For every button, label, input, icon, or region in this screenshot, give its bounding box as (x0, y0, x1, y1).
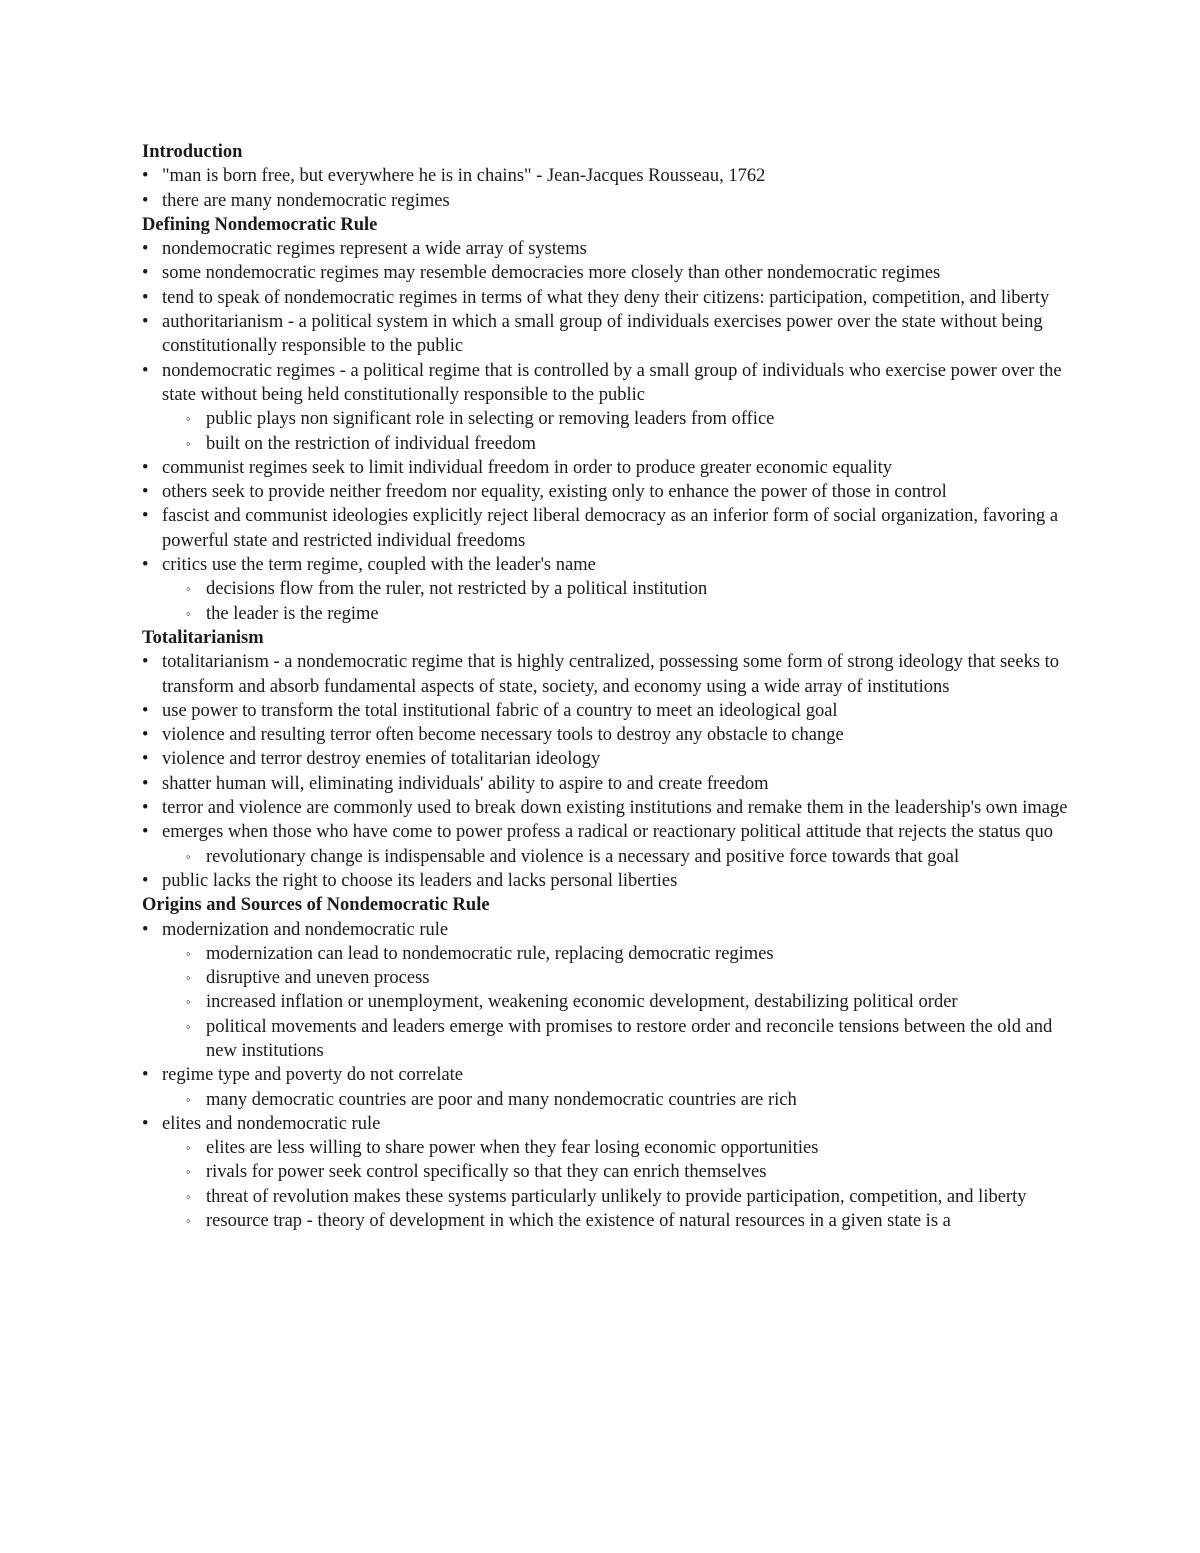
sub-list-item (142, 1015, 1072, 1064)
sub-list-item (142, 1160, 1072, 1184)
hollow-bullet-icon: ◦ (186, 1188, 191, 1204)
list-item (142, 189, 1072, 213)
list-item-text: disruptive and uneven process (206, 968, 430, 989)
section-heading: Introduction (142, 142, 243, 162)
list-item-text: modernization can lead to nondemocratic rule, replacing democratic regimes (206, 943, 774, 964)
bullet-icon: • (142, 773, 149, 794)
list-item (142, 480, 1072, 504)
list-item-text: violence and terror destroy enemies of totalitarian ideology (162, 749, 601, 770)
bullet-icon: • (142, 190, 149, 211)
list-item (142, 650, 1072, 699)
sub-list-item (142, 1136, 1072, 1160)
bullet-icon: • (142, 700, 149, 721)
list-item (142, 164, 1072, 188)
list-item (142, 359, 1072, 408)
bullet-icon: • (142, 360, 149, 381)
list-item-text: many democratic countries are poor and many nondemocratic countries are rich (206, 1089, 797, 1110)
list-item (142, 796, 1072, 820)
bullet-icon: • (142, 506, 149, 527)
list-item-text: tend to speak of nondemocratic regimes in terms of what they deny their citizens: participation, competition, and liberty (162, 287, 1050, 308)
bullet-icon: • (142, 1065, 149, 1086)
bullet-list (142, 237, 1072, 626)
bullet-icon: • (142, 725, 149, 746)
list-item-text: resource trap - theory of development in which the existence of natural resources in a given state is a (206, 1211, 951, 1232)
hollow-bullet-icon: ◦ (186, 1140, 191, 1156)
bullet-icon: • (142, 263, 149, 284)
sub-list-item (142, 845, 1072, 869)
list-item (142, 699, 1072, 723)
hollow-bullet-icon: ◦ (186, 581, 191, 597)
bullet-icon: • (142, 457, 149, 478)
list-item-text: modernization and nondemocratic rule (162, 919, 449, 940)
list-item-text: "man is born free, but everywhere he is in chains" - Jean-Jacques Rousseau, 1762 (162, 166, 766, 187)
hollow-bullet-icon: ◦ (186, 994, 191, 1010)
sub-list-item (142, 577, 1072, 601)
bullet-list (142, 164, 1072, 213)
bullet-list (142, 650, 1072, 893)
sub-list-item (142, 407, 1072, 431)
list-item (142, 869, 1072, 893)
list-item-text: political movements and leaders emerge with promises to restore order and reconcile tensions between the old and new institutions (206, 1016, 1053, 1061)
section-heading: Origins and Sources of Nondemocratic Rule (142, 895, 490, 916)
hollow-bullet-icon: ◦ (186, 1018, 191, 1034)
list-item-text: regime type and poverty do not correlate (162, 1065, 464, 1086)
sub-list-item (142, 966, 1072, 990)
list-item (142, 456, 1072, 480)
hollow-bullet-icon: ◦ (186, 411, 191, 427)
list-item-text: authoritarianism - a political system in which a small group of individuals exercises power over the state without being constitutionally responsible to the public (162, 312, 1043, 357)
sub-list-item (142, 602, 1072, 626)
list-item-text: terror and violence are commonly used to break down existing institutions and remake them in the leadership's own image (162, 798, 1068, 819)
list-item-text: others seek to provide neither freedom nor equality, existing only to enhance the power of those in control (162, 482, 947, 503)
hollow-bullet-icon: ◦ (186, 848, 191, 864)
list-item-text: shatter human will, eliminating individuals' ability to aspire to and create freedom (162, 773, 769, 794)
bullet-icon: • (142, 870, 149, 891)
bullet-icon: • (142, 919, 149, 940)
list-item (142, 772, 1072, 796)
sub-list-item (142, 1209, 1072, 1233)
sub-list-item (142, 1088, 1072, 1112)
list-item (142, 553, 1072, 577)
document-body (142, 140, 1072, 1233)
list-item-text: use power to transform the total institutional fabric of a country to meet an ideological goal (162, 700, 838, 721)
bullet-icon: • (142, 482, 149, 503)
hollow-bullet-icon: ◦ (186, 970, 191, 986)
list-item-text: increased inflation or unemployment, weakening economic development, destabilizing political order (206, 992, 958, 1013)
list-item-text: nondemocratic regimes represent a wide array of systems (162, 239, 587, 260)
list-item (142, 747, 1072, 771)
list-item-text: totalitarianism - a nondemocratic regime that is highly centralized, possessing some form of strong ideology that seeks to transform and absorb fundamental aspects of state, society, and economy using a wide array of institutions (162, 652, 1060, 697)
bullet-icon: • (142, 555, 149, 576)
list-item (142, 261, 1072, 285)
list-item (142, 286, 1072, 310)
list-item-text: decisions flow from the ruler, not restricted by a political institution (206, 579, 708, 600)
bullet-icon: • (142, 239, 149, 260)
bullet-icon: • (142, 287, 149, 308)
bullet-icon: • (142, 312, 149, 333)
list-item-text: built on the restriction of individual freedom (206, 433, 536, 454)
hollow-bullet-icon: ◦ (186, 1091, 191, 1107)
hollow-bullet-icon: ◦ (186, 605, 191, 621)
hollow-bullet-icon: ◦ (186, 435, 191, 451)
list-item (142, 918, 1072, 942)
list-item-text: rivals for power seek control specifically so that they can enrich themselves (206, 1162, 767, 1183)
list-item-text: some nondemocratic regimes may resemble democracies more closely than other nondemocratic regimes (162, 263, 941, 284)
list-item-text: elites and nondemocratic rule (162, 1113, 381, 1134)
bullet-icon: • (142, 798, 149, 819)
list-item-text: critics use the term regime, coupled with the leader's name (162, 555, 596, 576)
sub-list-item (142, 1185, 1072, 1209)
section-heading: Totalitarianism (142, 627, 264, 648)
list-item (142, 310, 1072, 359)
list-item (142, 237, 1072, 261)
hollow-bullet-icon: ◦ (186, 945, 191, 961)
list-item-text: fascist and communist ideologies explicitly reject liberal democracy as an inferior form of social organization, favoring a powerful state and restricted individual freedoms (162, 506, 1059, 551)
document-page (142, 140, 1072, 1233)
list-item (142, 1063, 1072, 1087)
section-heading: Defining Nondemocratic Rule (142, 214, 378, 235)
list-item-text: violence and resulting terror often become necessary tools to destroy any obstacle to change (162, 725, 844, 746)
list-item (142, 1112, 1072, 1136)
list-item-text: the leader is the regime (206, 603, 379, 624)
list-item-text: public plays non significant role in selecting or removing leaders from office (206, 409, 775, 430)
list-item (142, 820, 1072, 844)
bullet-icon: • (142, 822, 149, 843)
sub-list-item (142, 432, 1072, 456)
bullet-icon: • (142, 166, 149, 187)
list-item-text: there are many nondemocratic regimes (162, 190, 450, 211)
hollow-bullet-icon: ◦ (186, 1213, 191, 1229)
list-item-text: threat of revolution makes these systems particularly unlikely to provide participation, competition, and liberty (206, 1186, 1027, 1207)
list-item-text: elites are less willing to share power when they fear losing economic opportunities (206, 1138, 819, 1159)
bullet-list (142, 918, 1072, 1234)
list-item-text: emerges when those who have come to power profess a radical or reactionary political attitude that rejects the status quo (162, 822, 1053, 843)
list-item-text: communist regimes seek to limit individual freedom in order to produce greater economic equality (162, 457, 893, 478)
sub-list-item (142, 990, 1072, 1014)
list-item-text: nondemocratic regimes - a political regime that is controlled by a small group of individuals who exercise power over the state without being held constitutionally responsible to the public (162, 360, 1062, 405)
bullet-icon: • (142, 652, 149, 673)
list-item-text: revolutionary change is indispensable and violence is a necessary and positive force towards that goal (206, 846, 960, 867)
sub-list-item (142, 942, 1072, 966)
bullet-icon: • (142, 749, 149, 770)
list-item (142, 504, 1072, 553)
hollow-bullet-icon: ◦ (186, 1164, 191, 1180)
list-item-text: public lacks the right to choose its leaders and lacks personal liberties (162, 870, 678, 891)
bullet-icon: • (142, 1113, 149, 1134)
list-item (142, 723, 1072, 747)
